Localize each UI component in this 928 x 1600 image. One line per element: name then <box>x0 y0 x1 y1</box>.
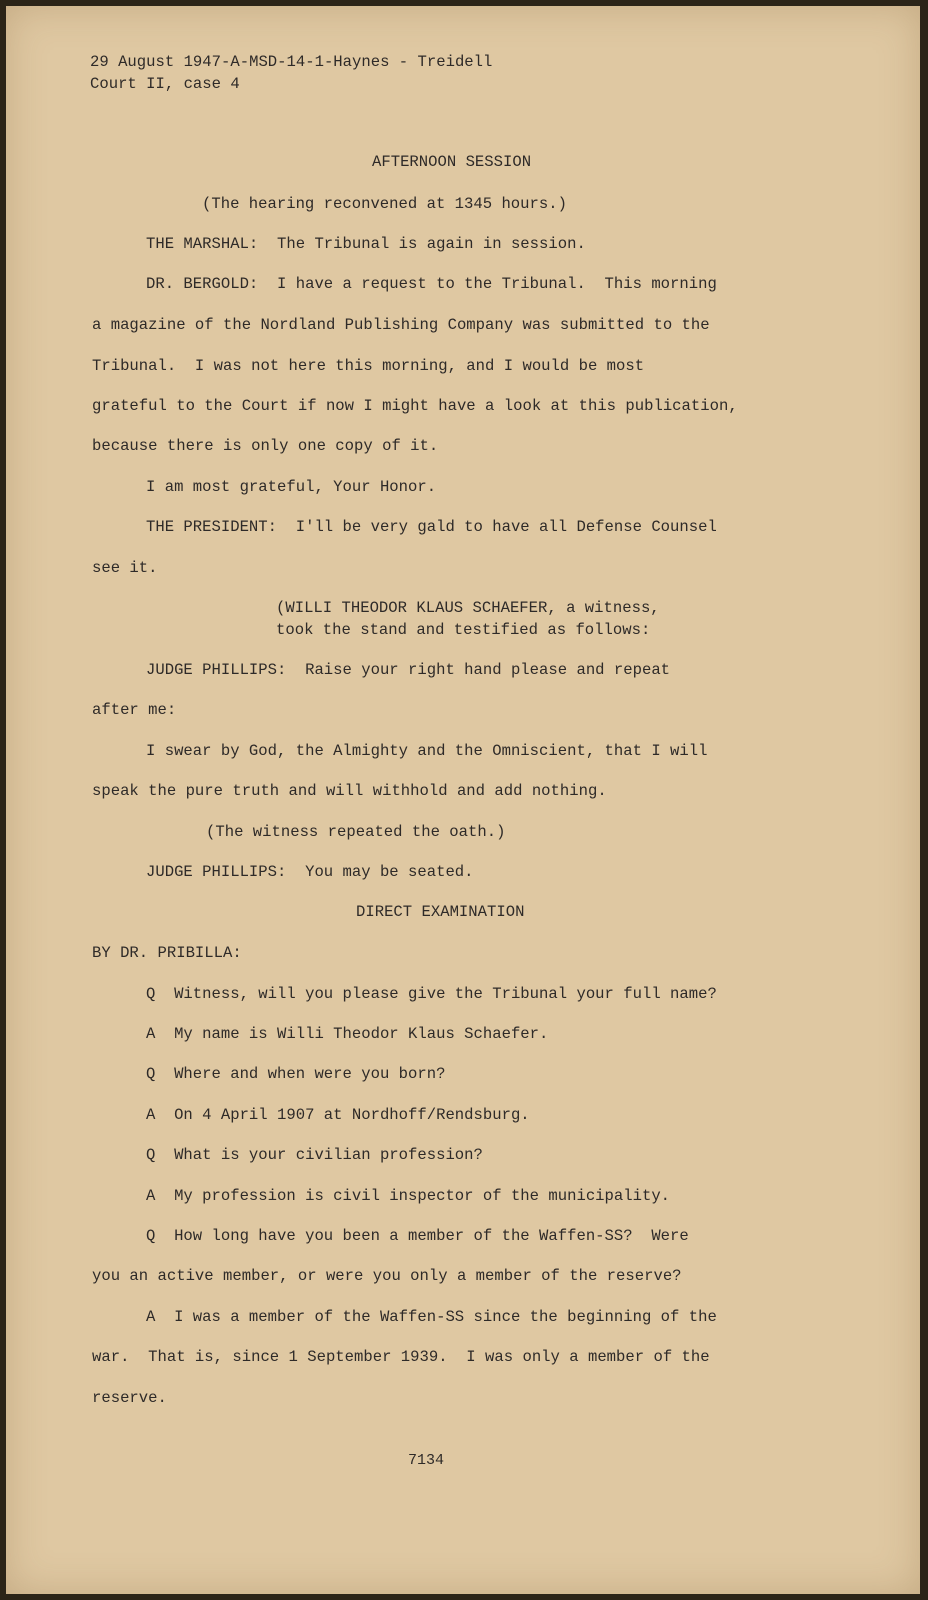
text-line: a magazine of the Nordland Publishing Company was submitted to the <box>92 316 710 334</box>
text-line: war. That is, since 1 September 1939. I was only a member of the <box>92 1348 710 1366</box>
text-line: BY DR. PRIBILLA: <box>92 944 242 962</box>
section-title: AFTERNOON SESSION <box>372 153 532 171</box>
text-line: I am most grateful, Your Honor. <box>146 478 437 496</box>
text-line: took the stand and testified as follows: <box>276 621 651 639</box>
page-number: 7134 <box>408 1452 445 1469</box>
text-line: Tribunal. I was not here this morning, and I would be most <box>92 357 645 375</box>
text-line: Q Where and when were you born? <box>146 1065 446 1083</box>
text-line: reserve. <box>92 1389 167 1407</box>
text-line: grateful to the Court if now I might have a look at this publication, <box>92 397 738 415</box>
text-line: A My profession is civil inspector of the municipality. <box>146 1187 671 1205</box>
header-line-2: Court II, case 4 <box>90 75 240 93</box>
document-page <box>6 6 920 1594</box>
text-line: I swear by God, the Almighty and the Omniscient, that I will <box>146 742 708 760</box>
text-line: (The hearing reconvened at 1345 hours.) <box>202 195 567 213</box>
text-line: JUDGE PHILLIPS: Raise your right hand please and repeat <box>146 661 671 679</box>
header-line-1: 29 August 1947-A-MSD-14-1-Haynes - Treidell <box>90 53 493 71</box>
text-line: A On 4 April 1907 at Nordhoff/Rendsburg. <box>146 1106 530 1124</box>
text-line: because there is only one copy of it. <box>92 437 439 455</box>
text-line: (The witness repeated the oath.) <box>206 823 506 841</box>
text-line: A My name is Willi Theodor Klaus Schaefer. <box>146 1025 549 1043</box>
text-line: A I was a member of the Waffen-SS since the beginning of the <box>146 1308 717 1326</box>
text-line: (WILLI THEODOR KLAUS SCHAEFER, a witness, <box>276 599 660 617</box>
text-line: see it. <box>92 559 158 577</box>
text-line: DR. BERGOLD: I have a request to the Tribunal. This morning <box>146 275 717 293</box>
text-line: Q How long have you been a member of the Waffen-SS? Were <box>146 1227 689 1245</box>
text-line: THE PRESIDENT: I'll be very gald to have all Defense Counsel <box>146 518 717 536</box>
text-line: Q What is your civilian profession? <box>146 1146 483 1164</box>
text-line: JUDGE PHILLIPS: You may be seated. <box>146 863 474 881</box>
text-line: THE MARSHAL: The Tribunal is again in session. <box>146 235 586 253</box>
text-line: speak the pure truth and will withhold and add nothing. <box>92 782 607 800</box>
text-line: after me: <box>92 701 177 719</box>
text-line: Q Witness, will you please give the Tribunal your full name? <box>146 985 717 1003</box>
text-line: you an active member, or were you only a member of the reserve? <box>92 1267 682 1285</box>
section-heading: DIRECT EXAMINATION <box>356 903 525 921</box>
